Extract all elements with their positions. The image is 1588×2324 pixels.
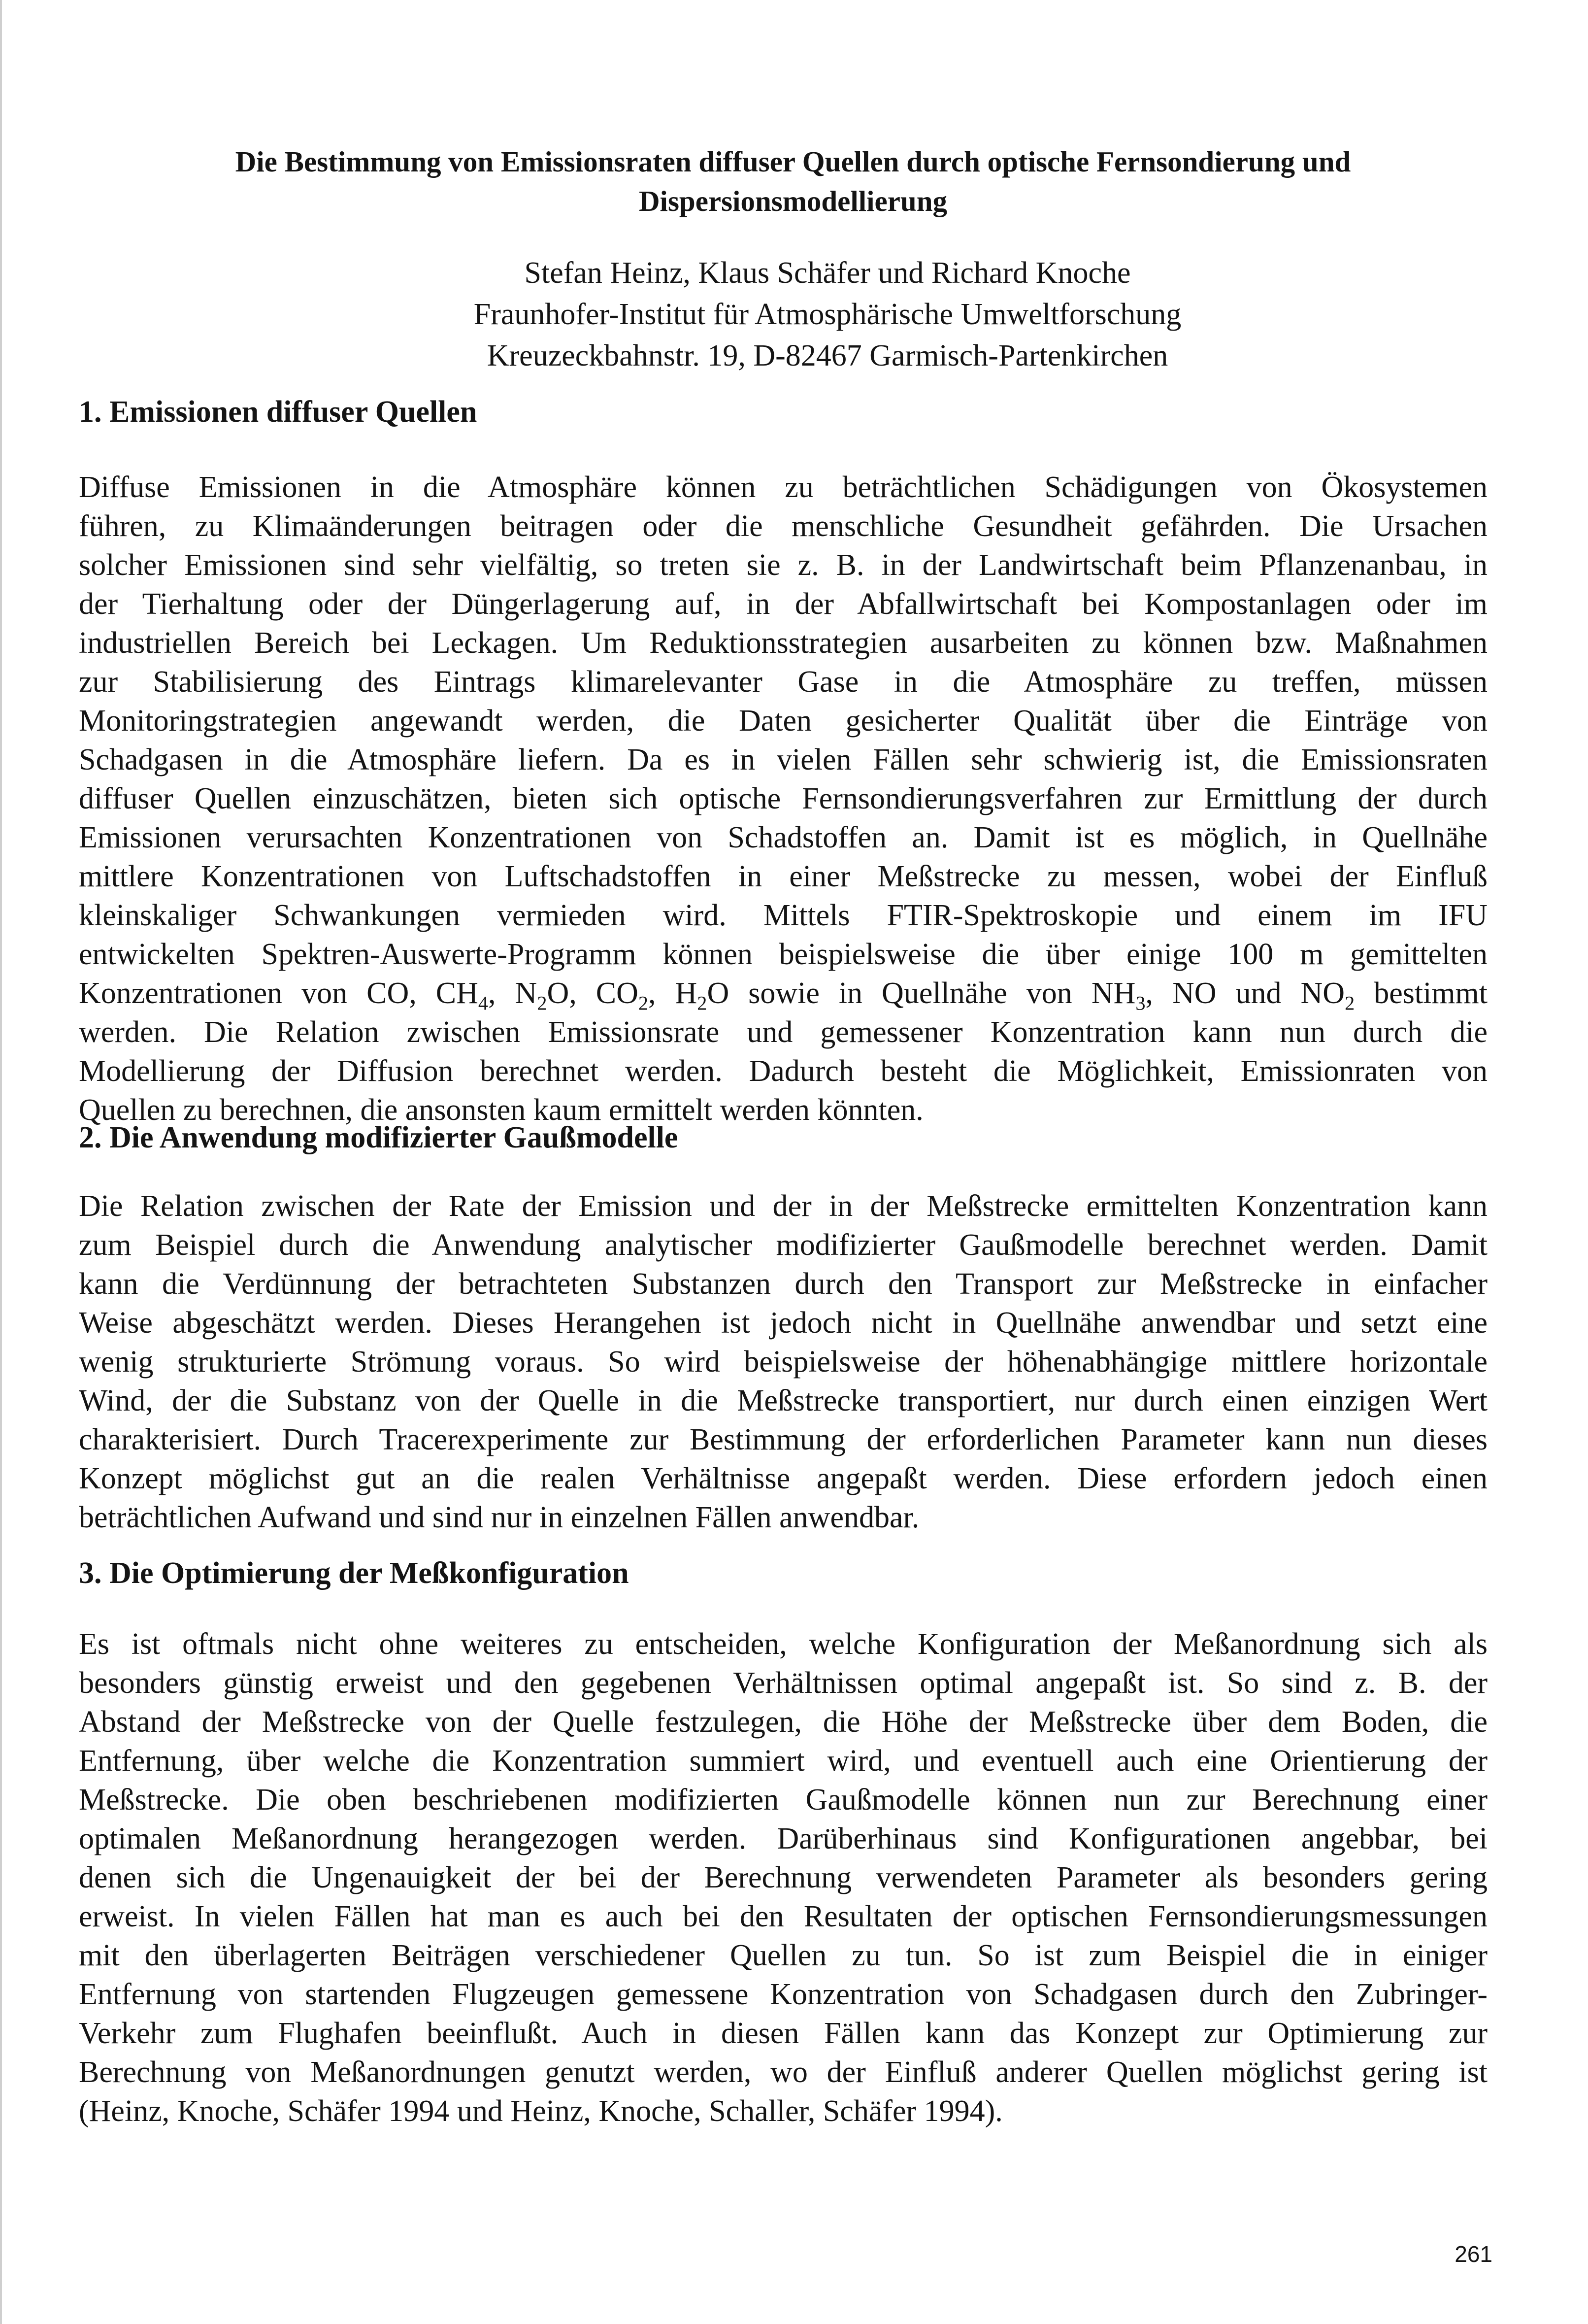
paragraph-line: Berechnung von Meßanordnungen genutzt werden, wo der Einfluß anderer Quellen möglichst gering ist (79, 2055, 1488, 2089)
paragraph-line: mit den überlagerten Beiträgen verschiedener Quellen zu tun. So ist zum Beispiel die in einiger (79, 1939, 1488, 1972)
paragraph-line: mittlere Konzentrationen von Luftschadstoffen in einer Meßstrecke zu messen, wobei der Einfluß (79, 860, 1488, 893)
section-2-paragraph (79, 1187, 1488, 1537)
author-address: Kreuzeckbahnstr. 19, D-82467 Garmisch-Partenkirchen (487, 339, 1168, 372)
author-names: Stefan Heinz, Klaus Schäfer und Richard Knoche (524, 256, 1131, 290)
paragraph-line: kann die Verdünnung der betrachteten Substanzen durch den Transport zur Meßstrecke in einfacher (79, 1267, 1488, 1301)
paragraph-line: solcher Emissionen sind sehr vielfältig, so treten sie z. B. in der Landwirtschaft beim Pflanzenanbau, in (79, 548, 1488, 582)
scan-edge (0, 0, 2, 2324)
paragraph-line: diffuser Quellen einzuschätzen, bieten sich optische Fernsondierungsverfahren zur Ermittlung der durch (79, 782, 1488, 815)
paper-title (128, 142, 1458, 221)
paragraph-line: industriellen Bereich bei Leckagen. Um Reduktionsstrategien ausarbeiten zu können bzw. Maßnahmen (79, 626, 1488, 660)
paragraph-line: denen sich die Ungenauigkeit der bei der Berechnung verwendeten Parameter als besonders gering (79, 1861, 1488, 1894)
paragraph-line: (Heinz, Knoche, Schäfer 1994 und Heinz, Knoche, Schaller, Schäfer 1994). (79, 2094, 1003, 2128)
formula-line: Konzentrationen von CO, $CH_4$, $N_2O$, $CO_2$, $H_2O$ sowie in Quellnähe von $NH_3$, NO und $NO_2$ bestimmt (79, 977, 1488, 1014)
section-1-paragraph (79, 468, 1488, 1130)
paragraph-line: Meßstrecke. Die oben beschriebenen modifizierten Gaußmodelle können nun zur Berechnung einer (79, 1783, 1488, 1817)
paragraph-line: werden. Die Relation zwischen Emissionsrate und gemessener Konzentration kann nun durch die (79, 1015, 1488, 1049)
paragraph-line: der Tierhaltung oder der Düngerlagerung auf, in der Abfallwirtschaft bei Kompostanlagen oder im (79, 587, 1488, 621)
paragraph-line: Weise abgeschätzt werden. Dieses Herangehen ist jedoch nicht in Quellnähe anwendbar und setzt eine (79, 1306, 1488, 1340)
paragraph-line: optimalen Meßanordnung herangezogen werden. Darüberhinaus sind Konfigurationen angebbar, bei (79, 1822, 1488, 1855)
paragraph-line: Modellierung der Diffusion berechnet werden. Dadurch besteht die Möglichkeit, Emissionraten von (79, 1054, 1488, 1088)
paragraph-line: Wind, der die Substanz von der Quelle in die Meßstrecke transportiert, nur durch einen einzigen Wert (79, 1384, 1488, 1417)
paragraph-line: führen, zu Klimaänderungen beitragen oder die menschliche Gesundheit gefährden. Die Ursachen (79, 509, 1488, 543)
paragraph-line: Verkehr zum Flughafen beeinflußt. Auch in diesen Fällen kann das Konzept zur Optimierung zur (79, 2017, 1488, 2050)
page-number: 261 (1455, 2241, 1492, 2267)
paragraph-line: Die Relation zwischen der Rate der Emission und der in der Meßstrecke ermittelten Konzentration kann (79, 1189, 1488, 1223)
paragraph-line: besonders günstig erweist und den gegebenen Verhältnissen optimal angepaßt ist. So sind z. B. der (79, 1666, 1488, 1700)
title-line-1: Die Bestimmung von Emissionsraten diffuser Quellen durch optische Fernsondierung und (235, 145, 1351, 178)
paragraph-line: zur Stabilisierung des Eintrags klimarelevanter Gase in die Atmosphäre zu treffen, müssen (79, 665, 1488, 699)
paragraph-line: zum Beispiel durch die Anwendung analytischer modifizierter Gaußmodelle berechnet werden. Damit (79, 1228, 1488, 1262)
paragraph-line: Monitoringstrategien angewandt werden, die Daten gesicherter Qualität über die Einträge von (79, 704, 1488, 738)
paragraph-line: erweist. In vielen Fällen hat man es auch bei den Resultaten der optischen Fernsondierungsmessungen (79, 1900, 1488, 1933)
section-3-paragraph (79, 1625, 1488, 2131)
title-line-2: Dispersionsmodellierung (638, 185, 948, 217)
paragraph-line: Abstand der Meßstrecke von der Quelle festzulegen, die Höhe der Meßstrecke über dem Boden, die (79, 1705, 1488, 1739)
paragraph-line: Schadgasen in die Atmosphäre liefern. Da es in vielen Fällen sehr schwierig ist, die Emissionsraten (79, 743, 1488, 776)
author-block (384, 252, 1271, 376)
paragraph-line: entwickelten Spektren-Auswerte-Programm können beispielsweise die über einige 100 m gemittelten (79, 938, 1488, 971)
paragraph-line: beträchtlichen Aufwand und sind nur in einzelnen Fällen anwendbar. (79, 1501, 920, 1534)
paragraph-line: Es ist oftmals nicht ohne weiteres zu entscheiden, welche Konfiguration der Meßanordnung sich als (79, 1627, 1488, 1661)
paragraph-line: kleinskaliger Schwankungen vermieden wird. Mittels FTIR-Spektroskopie und einem im IFU (79, 899, 1488, 932)
author-institute: Fraunhofer-Institut für Atmosphärische Umweltforschung (473, 298, 1182, 331)
paragraph-line: Konzept möglichst gut an die realen Verhältnisse angepaßt werden. Diese erfordern jedoch einen (79, 1462, 1488, 1495)
section-3-heading: 3. Die Optimierung der Meßkonfiguration (79, 1556, 629, 1590)
paragraph-line: Entfernung von startenden Flugzeugen gemessene Konzentration von Schadgasen durch den Zubringer- (79, 1978, 1488, 2011)
paragraph-line: Diffuse Emissionen in die Atmosphäre können zu beträchtlichen Schädigungen von Ökosystemen (79, 471, 1488, 504)
section-1-heading: 1. Emissionen diffuser Quellen (79, 395, 477, 429)
paragraph-line: Entfernung, über welche die Konzentration summiert wird, und eventuell auch eine Orientierung der (79, 1744, 1488, 1778)
paragraph-line: wenig strukturierte Strömung voraus. So wird beispielsweise der höhenabhängige mittlere horizontale (79, 1345, 1488, 1379)
paragraph-line: charakterisiert. Durch Tracerexperimente zur Bestimmung der erforderlichen Parameter kann nun dieses (79, 1423, 1488, 1456)
paragraph-line: Emissionen verursachten Konzentrationen von Schadstoffen an. Damit ist es möglich, in Quellnähe (79, 821, 1488, 854)
paragraph-line: Quellen zu berechnen, die ansonsten kaum ermittelt werden könnten. (79, 1093, 924, 1127)
section-2-heading: 2. Die Anwendung modifizierter Gaußmodelle (79, 1121, 678, 1154)
